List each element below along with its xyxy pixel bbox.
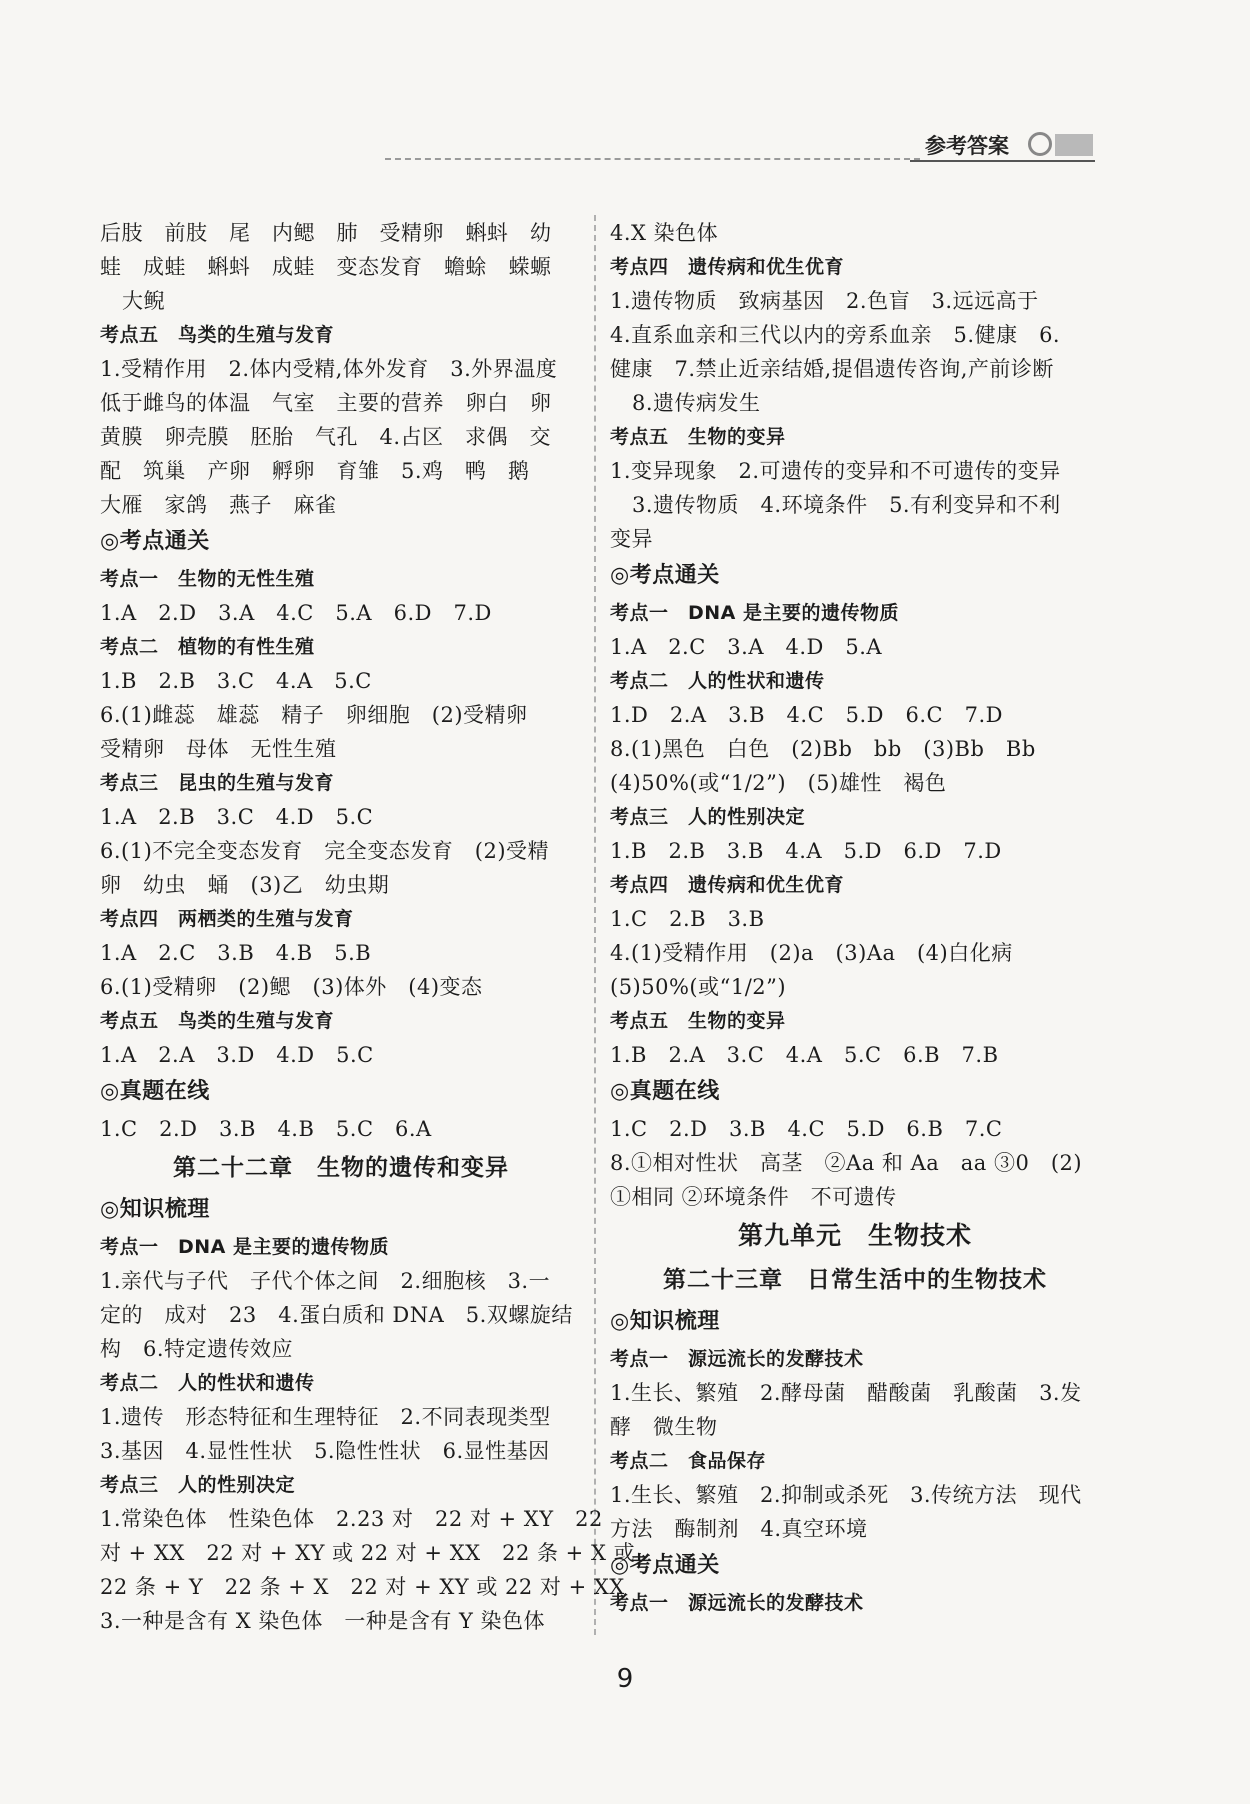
right-answer-line: 1.C 2.B 3.B xyxy=(610,907,765,931)
left-answer-line: 1.B 2.B 3.C 4.A 5.C xyxy=(100,669,372,693)
left-answer-line: 大鲵 xyxy=(122,289,165,313)
left-section-heading: 考点二 植物的有性生殖 xyxy=(100,636,315,658)
left-answer-line: 1.A 2.B 3.C 4.D 5.C xyxy=(100,805,374,829)
right-section-heading: 考点四 遗传病和优生优育 xyxy=(610,256,845,278)
right-section-heading: 考点一 源远流长的发酵技术 xyxy=(610,1348,864,1370)
right-answer-line: 酵 微生物 xyxy=(610,1415,718,1439)
column-divider xyxy=(594,215,596,1635)
left-section-heading: 考点一 生物的无性生殖 xyxy=(100,568,315,590)
right-column xyxy=(610,216,1100,1620)
left-answer-line: 蛙 成蛙 蝌蚪 成蛙 变态发育 蟾蜍 蝾螈 xyxy=(100,255,552,279)
right-answer-line: (5)50%(或“1/2”) xyxy=(610,975,787,999)
right-answer-line: 8.遗传病发生 xyxy=(632,391,761,415)
left-answer-line: 22 条 + Y 22 条 + X 22 对 + XY 或 22 对 + XX xyxy=(100,1575,625,1599)
right-section-heading: 考点一 DNA 是主要的遗传物质 xyxy=(610,602,899,624)
right-section-heading: 考点五 生物的变异 xyxy=(610,426,786,448)
right-unit-title: 第九单元 生物技术 xyxy=(737,1221,972,1250)
left-block-heading: ◎真题在线 xyxy=(100,1079,210,1104)
right-section-heading: 考点五 生物的变异 xyxy=(610,1010,786,1032)
right-answer-line: ①相同 ②环境条件 不可遗传 xyxy=(610,1185,897,1209)
right-answer-line: 变异 xyxy=(610,527,653,551)
right-answer-line: 1.B 2.A 3.C 4.A 5.C 6.B 7.B xyxy=(610,1043,999,1067)
left-answer-line: 黄膜 卵壳膜 胚胎 气孔 4.占区 求偶 交 xyxy=(100,425,552,449)
left-answer-line: 1.亲代与子代 子代个体之间 2.细胞核 3.一 xyxy=(100,1269,551,1293)
left-section-heading: 考点一 DNA 是主要的遗传物质 xyxy=(100,1236,389,1258)
right-answer-line: 3.遗传物质 4.环境条件 5.有利变异和不利 xyxy=(632,493,1061,517)
header-answer-label: 参考答案 xyxy=(925,134,1009,158)
right-answer-line: 1.生长、繁殖 2.抑制或杀死 3.传统方法 现代 xyxy=(610,1483,1082,1507)
right-section-heading: 考点二 人的性状和遗传 xyxy=(610,670,825,692)
left-block-heading: ◎考点通关 xyxy=(100,529,210,554)
right-block-heading: ◎考点通关 xyxy=(610,1553,720,1578)
left-answer-line: 定的 成对 23 4.蛋白质和 DNA 5.双螺旋结 xyxy=(100,1303,573,1327)
right-answer-line: 8.(1)黑色 白色 (2)Bb bb (3)Bb Bb xyxy=(610,737,1036,761)
right-block-heading: ◎真题在线 xyxy=(610,1079,720,1104)
left-section-heading: 考点二 人的性状和遗传 xyxy=(100,1372,315,1394)
right-chapter-title: 第二十三章 日常生活中的生物技术 xyxy=(663,1267,1047,1293)
left-section-heading: 考点三 昆虫的生殖与发育 xyxy=(100,772,335,794)
right-answer-line: 1.遗传物质 致病基因 2.色盲 3.远远高于 xyxy=(610,289,1039,313)
right-answer-line: 1.B 2.B 3.B 4.A 5.D 6.D 7.D xyxy=(610,839,1002,863)
left-section-heading: 考点四 两栖类的生殖与发育 xyxy=(100,908,354,930)
left-section-heading: 考点三 人的性别决定 xyxy=(100,1474,296,1496)
left-answer-line: 3.基因 4.显性性状 5.隐性性状 6.显性基因 xyxy=(100,1439,550,1463)
left-block-heading: ◎知识梳理 xyxy=(100,1197,210,1222)
left-answer-line: 1.A 2.A 3.D 4.D 5.C xyxy=(100,1043,374,1067)
left-answer-line: 低于雌鸟的体温 气室 主要的营养 卵白 卵 xyxy=(100,391,552,415)
header-circle-ornament xyxy=(1028,132,1052,156)
right-answer-line: 方法 酶制剂 4.真空环境 xyxy=(610,1517,868,1541)
left-column xyxy=(100,216,636,1638)
right-answer-line: 4.直系血亲和三代以内的旁系血亲 5.健康 6. xyxy=(610,323,1061,347)
left-answer-line: 配 筑巢 产卵 孵卵 育雏 5.鸡 鸭 鹅 xyxy=(100,459,530,483)
right-section-heading: 考点三 人的性别决定 xyxy=(610,806,806,828)
left-answer-line: 受精卵 母体 无性生殖 xyxy=(100,737,337,761)
right-answer-line: 4.X 染色体 xyxy=(610,221,719,245)
right-answer-line: 8.①相对性状 高茎 ②Aa 和 Aa aa ③0 (2) xyxy=(610,1151,1083,1175)
right-answer-line: 1.变异现象 2.可遗传的变异和不可遗传的变异 xyxy=(610,459,1061,483)
left-answer-line: 对 + XX 22 对 + XY 或 22 对 + XX 22 条 + X 或 xyxy=(100,1541,636,1565)
header-tab-ornament xyxy=(1055,134,1093,156)
left-answer-line: 6.(1)受精卵 (2)鳃 (3)体外 (4)变态 xyxy=(100,975,483,999)
header-dashed-line xyxy=(385,158,920,160)
left-answer-line: 大雁 家鸽 燕子 麻雀 xyxy=(100,493,337,517)
left-chapter-title: 第二十二章 生物的遗传和变异 xyxy=(173,1155,509,1181)
left-section-heading: 考点五 鸟类的生殖与发育 xyxy=(100,324,335,346)
left-section-heading: 考点五 鸟类的生殖与发育 xyxy=(100,1010,335,1032)
header-underline xyxy=(910,160,1095,162)
left-answer-line: 1.C 2.D 3.B 4.B 5.C 6.A xyxy=(100,1117,432,1141)
right-answer-line: 1.A 2.C 3.A 4.D 5.A xyxy=(610,635,883,659)
left-answer-line: 构 6.特定遗传效应 xyxy=(100,1337,294,1361)
right-answer-line: 1.C 2.D 3.B 4.C 5.D 6.B 7.C xyxy=(610,1117,1003,1141)
right-answer-line: 1.生长、繁殖 2.酵母菌 醋酸菌 乳酸菌 3.发 xyxy=(610,1381,1082,1405)
left-answer-line: 3.一种是含有 X 染色体 一种是含有 Y 染色体 xyxy=(100,1609,546,1633)
right-block-heading: ◎知识梳理 xyxy=(610,1309,720,1334)
left-answer-line: 卵 幼虫 蛹 (3)乙 幼虫期 xyxy=(100,873,390,897)
left-answer-line: 6.(1)雌蕊 雄蕊 精子 卵细胞 (2)受精卵 xyxy=(100,703,528,727)
right-answer-line: 4.(1)受精作用 (2)a (3)Aa (4)白化病 xyxy=(610,941,1013,965)
left-answer-line: 后肢 前肢 尾 内鳃 肺 受精卵 蝌蚪 幼 xyxy=(100,221,552,245)
page-number: 9 xyxy=(616,1664,634,1694)
right-block-heading: ◎考点通关 xyxy=(610,563,720,588)
right-answer-line: (4)50%(或“1/2”) (5)雄性 褐色 xyxy=(610,771,947,795)
right-section-heading: 考点四 遗传病和优生优育 xyxy=(610,874,845,896)
right-answer-line: 1.D 2.A 3.B 4.C 5.D 6.C 7.D xyxy=(610,703,1003,727)
left-answer-line: 1.遗传 形态特征和生理特征 2.不同表现类型 xyxy=(100,1405,551,1429)
right-answer-line: 健康 7.禁止近亲结婚,提倡遗传咨询,产前诊断 xyxy=(610,357,1054,381)
right-section-heading: 考点一 源远流长的发酵技术 xyxy=(610,1592,864,1614)
left-answer-line: 1.常染色体 性染色体 2.23 对 22 对 + XY 22 xyxy=(100,1507,603,1531)
left-answer-line: 6.(1)不完全变态发育 完全变态发育 (2)受精 xyxy=(100,839,550,863)
right-section-heading: 考点二 食品保存 xyxy=(610,1450,767,1472)
left-answer-line: 1.A 2.C 3.B 4.B 5.B xyxy=(100,941,372,965)
left-answer-line: 1.受精作用 2.体内受精,体外发育 3.外界温度 xyxy=(100,357,558,381)
left-answer-line: 1.A 2.D 3.A 4.C 5.A 6.D 7.D xyxy=(100,601,492,625)
